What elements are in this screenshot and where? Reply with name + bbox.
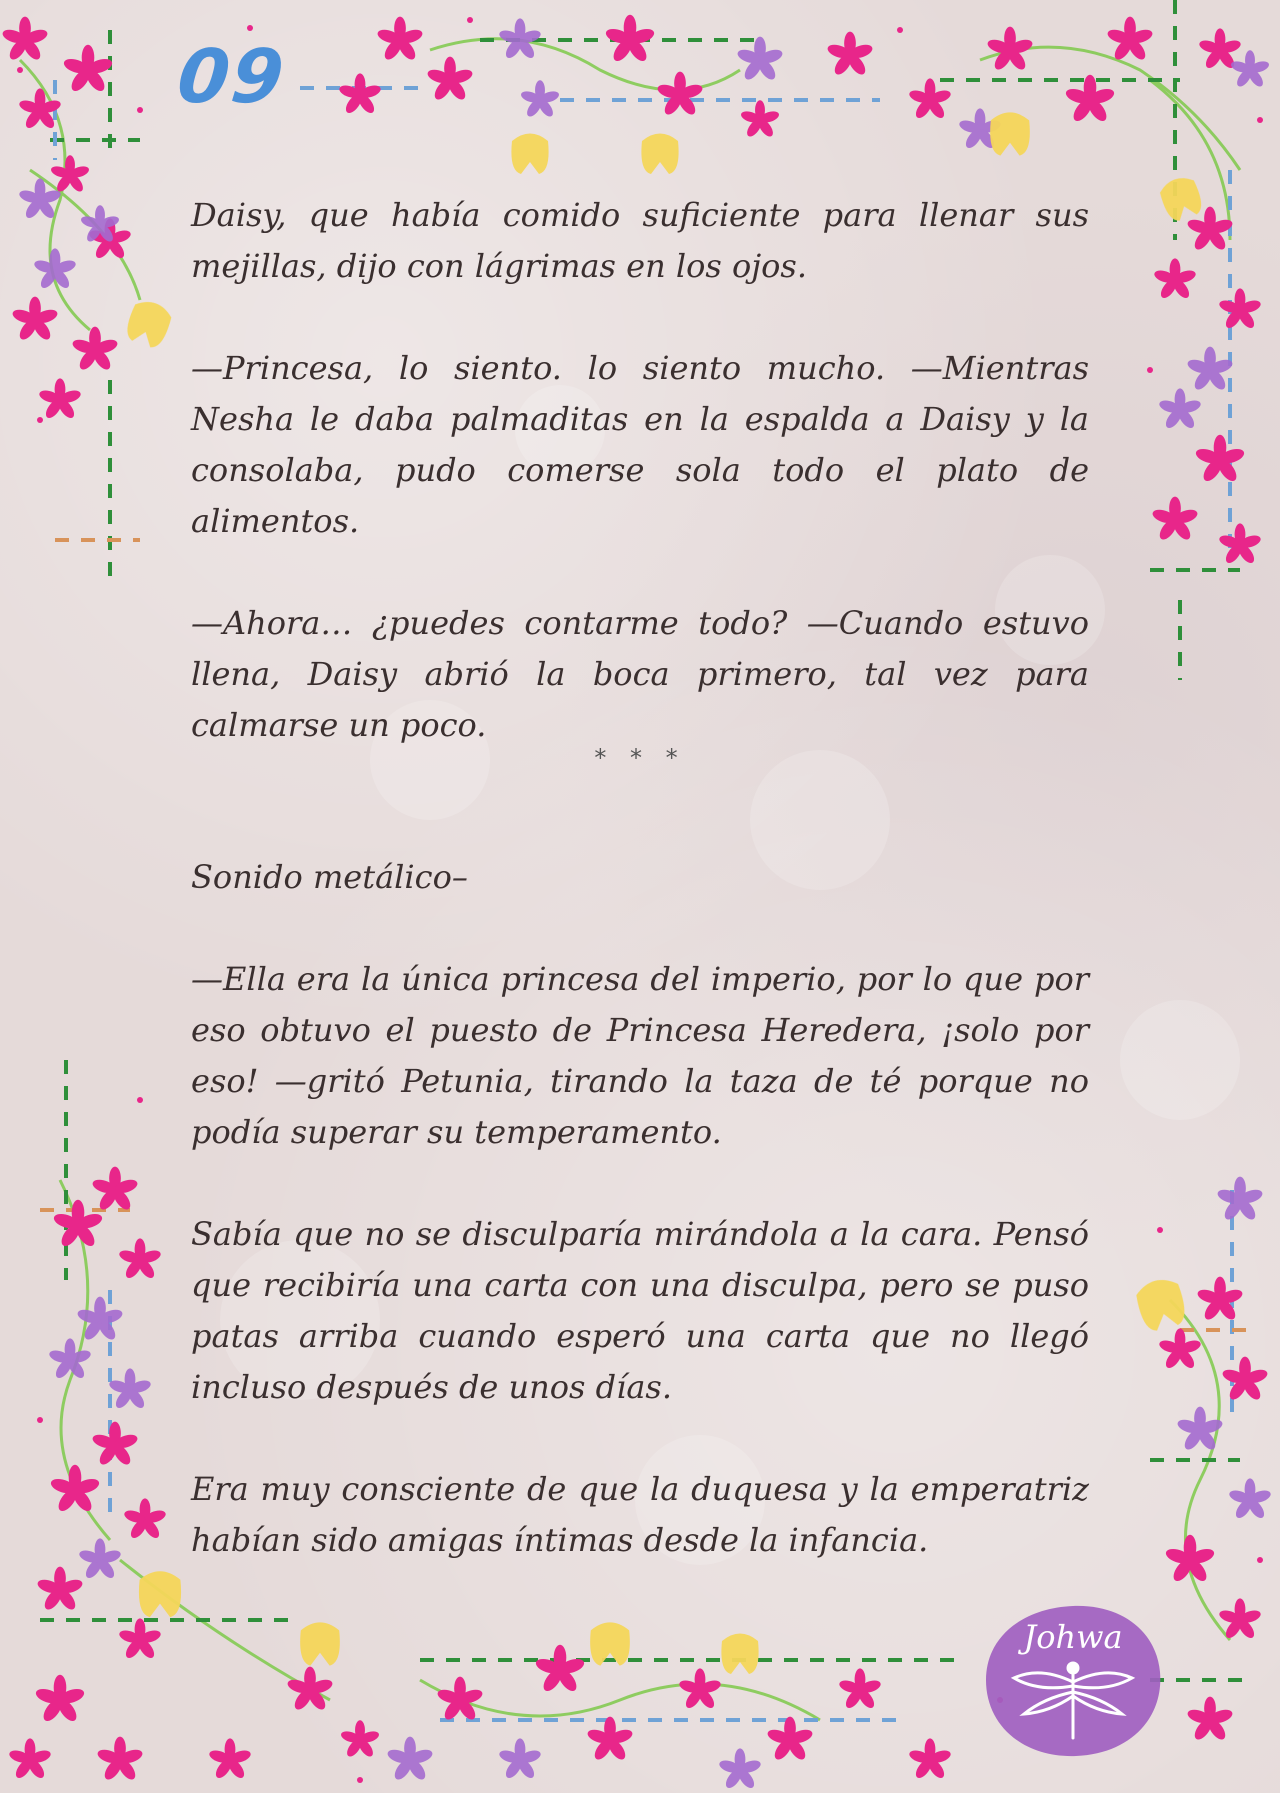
- paragraph: Era muy consciente de que la duquesa y la emperatriz habían sido amigas íntimas desde la infancia.: [191, 1470, 1089, 1559]
- story-text-top: [191, 190, 1089, 751]
- story-text-bottom: [191, 852, 1089, 1566]
- paragraph: Daisy, que había comido suficiente para llenar sus mejillas, dijo con lágrimas en los ojos.: [191, 196, 1089, 285]
- paragraph: —Ella era la única princesa del imperio, por lo que por eso obtuvo el puesto de Princesa Heredera, ¡solo por eso! —gritó Petunia, tirando la taza de té porque no podía superar su temperamento.: [191, 960, 1089, 1151]
- logo-text: Johwa: [1023, 1618, 1123, 1656]
- paragraph: Sonido metálico–: [191, 858, 468, 896]
- paragraph: Sabía que no se disculparía mirándola a la cara. Pensó que recibiría una carta con una disculpa, pero se puso patas arriba cuando esperó una carta que no llegó incluso después de unos días.: [191, 1215, 1089, 1406]
- paragraph: —Ahora… ¿puedes contarme todo? —Cuando estuvo llena, Daisy abrió la boca primero, tal vez para calmarse un poco.: [191, 604, 1089, 744]
- johwa-logo: [980, 1600, 1166, 1760]
- scene-separator: * * *: [594, 744, 686, 772]
- page-number: 09: [173, 34, 290, 120]
- paragraph: —Princesa, lo siento. lo siento mucho. —Mientras Nesha le daba palmaditas en la espalda a Daisy y la consolaba, pudo comerse sola todo el plato de alimentos.: [191, 349, 1089, 540]
